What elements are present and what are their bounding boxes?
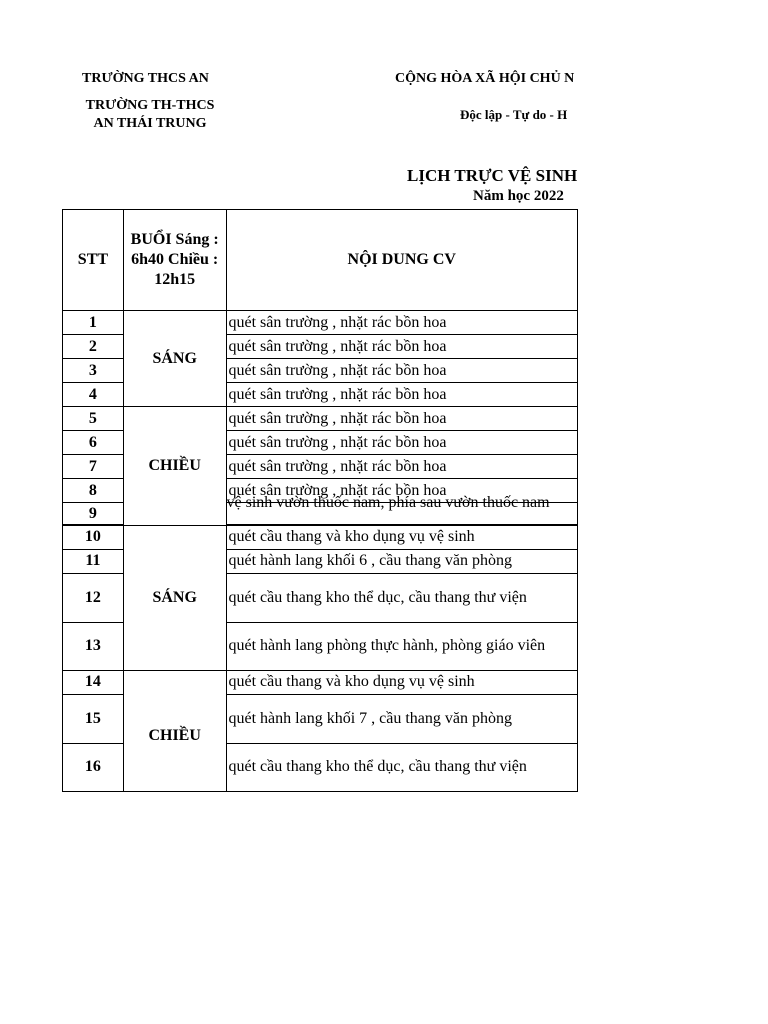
session-sang-1: SÁNG <box>123 311 226 407</box>
row-stt: 5 <box>63 407 124 431</box>
school-name-line1: TRƯỜNG THCS AN <box>82 71 209 86</box>
row-task: quét cầu thang kho thể dục, cầu thang thư viện <box>226 743 578 791</box>
row-stt: 12 <box>63 573 124 622</box>
row-task: quét sân trường , nhặt rác bồn hoa <box>226 407 578 431</box>
row-task: quét sân trường , nhặt rác bồn hoa <box>226 455 578 479</box>
row-task: quét cầu thang và kho dụng vụ vệ sinh <box>226 670 578 694</box>
table-row <box>63 311 578 335</box>
row-stt: 6 <box>63 431 124 455</box>
row-task: quét sân trường , nhặt rác bồn hoa <box>226 479 578 503</box>
header-task: NỘI DUNG CV <box>226 210 578 311</box>
row-task: quét hành lang khối 7 , cầu thang văn phòng <box>226 694 578 743</box>
row-task <box>226 494 578 526</box>
row-task: quét sân trường , nhặt rác bồn hoa <box>226 359 578 383</box>
row-stt: 11 <box>63 549 124 573</box>
header-session <box>123 210 226 311</box>
row-stt: 16 <box>63 743 124 791</box>
session-sang-2: SÁNG <box>123 525 226 670</box>
row-stt: 4 <box>63 383 124 407</box>
header-stt: STT <box>63 210 124 311</box>
page-title: LỊCH TRỰC VỆ SINH <box>407 166 578 185</box>
row-stt: 8 <box>63 479 124 503</box>
row-task: quét cầu thang và kho dụng vụ vệ sinh <box>226 525 578 549</box>
row-stt: 14 <box>63 670 124 694</box>
session-chieu-2: CHIỀU <box>123 670 226 791</box>
table-header-row <box>63 210 578 311</box>
row-stt: 13 <box>63 622 124 670</box>
row-task: quét sân trường , nhặt rác bồn hoa <box>226 383 578 407</box>
header-session-text: BUỔI Sáng : 6h40 Chiều : 12h15 <box>130 231 219 288</box>
row-stt: 2 <box>63 335 124 359</box>
table-row <box>63 670 578 694</box>
row-task-text: vệ sinh vườn thuốc nam, phía sau vườn thuốc nam <box>226 494 550 511</box>
row-task: quét hành lang phòng thực hành, phòng giáo viên <box>226 622 578 670</box>
row-stt: 10 <box>63 525 124 549</box>
table-row <box>63 525 578 549</box>
row-stt: 9 <box>63 503 124 526</box>
row-stt: 3 <box>63 359 124 383</box>
row-task: quét sân trường , nhặt rác bồn hoa <box>226 431 578 455</box>
school-year: Năm học 2022 <box>473 188 564 204</box>
row-stt: 1 <box>63 311 124 335</box>
session-chieu-1: CHIỀU <box>123 407 226 526</box>
row-task: quét sân trường , nhặt rác bồn hoa <box>226 311 578 335</box>
table-row <box>63 407 578 431</box>
row-task: quét sân trường , nhặt rác bồn hoa <box>226 335 578 359</box>
row-stt: 15 <box>63 694 124 743</box>
national-motto: Độc lập - Tự do - H <box>460 107 568 122</box>
school-name-line2: TRƯỜNG TH-THCS AN THÁI TRUNG <box>85 98 215 131</box>
republic-heading: CỘNG HÒA XÃ HỘI CHỦ N <box>395 71 575 86</box>
row-stt: 7 <box>63 455 124 479</box>
row-task: quét cầu thang kho thể dục, cầu thang thư viện <box>226 573 578 622</box>
row-task: quét hành lang khối 6 , cầu thang văn phòng <box>226 549 578 573</box>
duty-schedule-table <box>62 209 578 792</box>
